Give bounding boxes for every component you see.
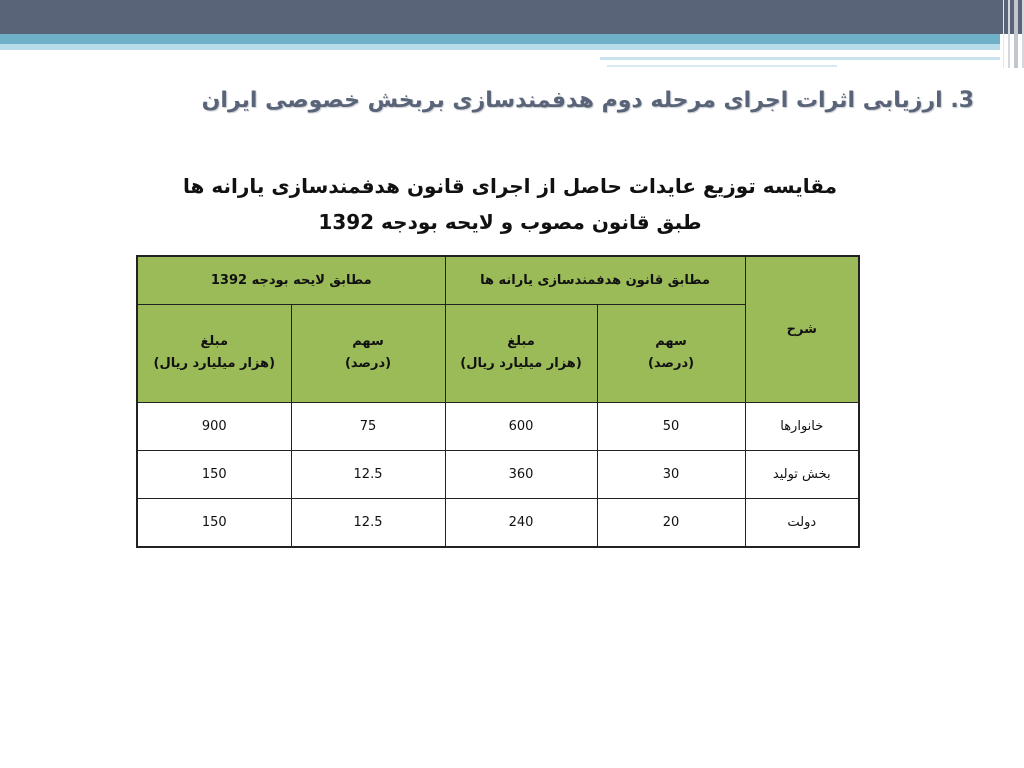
header-desc: شرح	[745, 256, 859, 402]
caption-line-2: طبق قانون مصوب و لایحه بودجه 1392	[318, 210, 702, 234]
header-stripe	[600, 57, 1000, 60]
budget-amount: 900	[137, 402, 291, 450]
law-amount: 360	[445, 451, 597, 499]
amount-label: مبلغ	[507, 334, 535, 350]
table-row	[137, 499, 859, 547]
header-law-amount	[445, 304, 597, 402]
table-caption	[110, 168, 910, 240]
budget-amount: 150	[137, 499, 291, 547]
budget-share: 12.5	[291, 499, 445, 547]
header-stripe	[0, 34, 1000, 44]
slide-title: 3. ارزیابی اثرات اجرای مرحله دوم هدفمندسازی بربخش خصوصی ایران	[201, 88, 974, 113]
law-share: 30	[597, 451, 745, 499]
distribution-table	[136, 255, 860, 548]
row-desc: دولت	[745, 499, 859, 547]
row-desc: خانوارها	[745, 402, 859, 450]
amount-label: مبلغ	[200, 334, 229, 350]
share-unit: (درصد)	[344, 356, 392, 372]
header-budget-amount	[137, 304, 291, 402]
amount-unit: (هزار میلیارد ریال)	[460, 356, 582, 372]
table-row	[137, 451, 859, 499]
header-stripe	[607, 65, 837, 67]
row-desc: بخش تولید	[745, 451, 859, 499]
law-share: 50	[597, 402, 745, 450]
header-group-budget: مطابق لایحه بودجه 1392	[137, 256, 445, 304]
law-amount: 240	[445, 499, 597, 547]
caption-line-1: مقایسه توزیع عایدات حاصل از اجرای قانون هدفمندسازی یارانه ها	[182, 174, 838, 198]
budget-share: 12.5	[291, 451, 445, 499]
amount-unit: (هزار میلیارد ریال)	[153, 356, 276, 372]
table-row	[137, 402, 859, 450]
share-label: سهم	[352, 334, 384, 350]
table-header-row	[137, 256, 859, 304]
share-unit: (درصد)	[647, 356, 695, 372]
share-label: سهم	[655, 334, 687, 350]
budget-share: 75	[291, 402, 445, 450]
header-law-share	[597, 304, 745, 402]
decorative-lines	[996, 0, 1024, 68]
header-budget-share	[291, 304, 445, 402]
header-bar	[0, 0, 1024, 34]
header-stripe	[0, 44, 1000, 50]
law-amount: 600	[445, 402, 597, 450]
header-group-law: مطابق قانون هدفمندسازی یارانه ها	[445, 256, 745, 304]
law-share: 20	[597, 499, 745, 547]
budget-amount: 150	[137, 451, 291, 499]
